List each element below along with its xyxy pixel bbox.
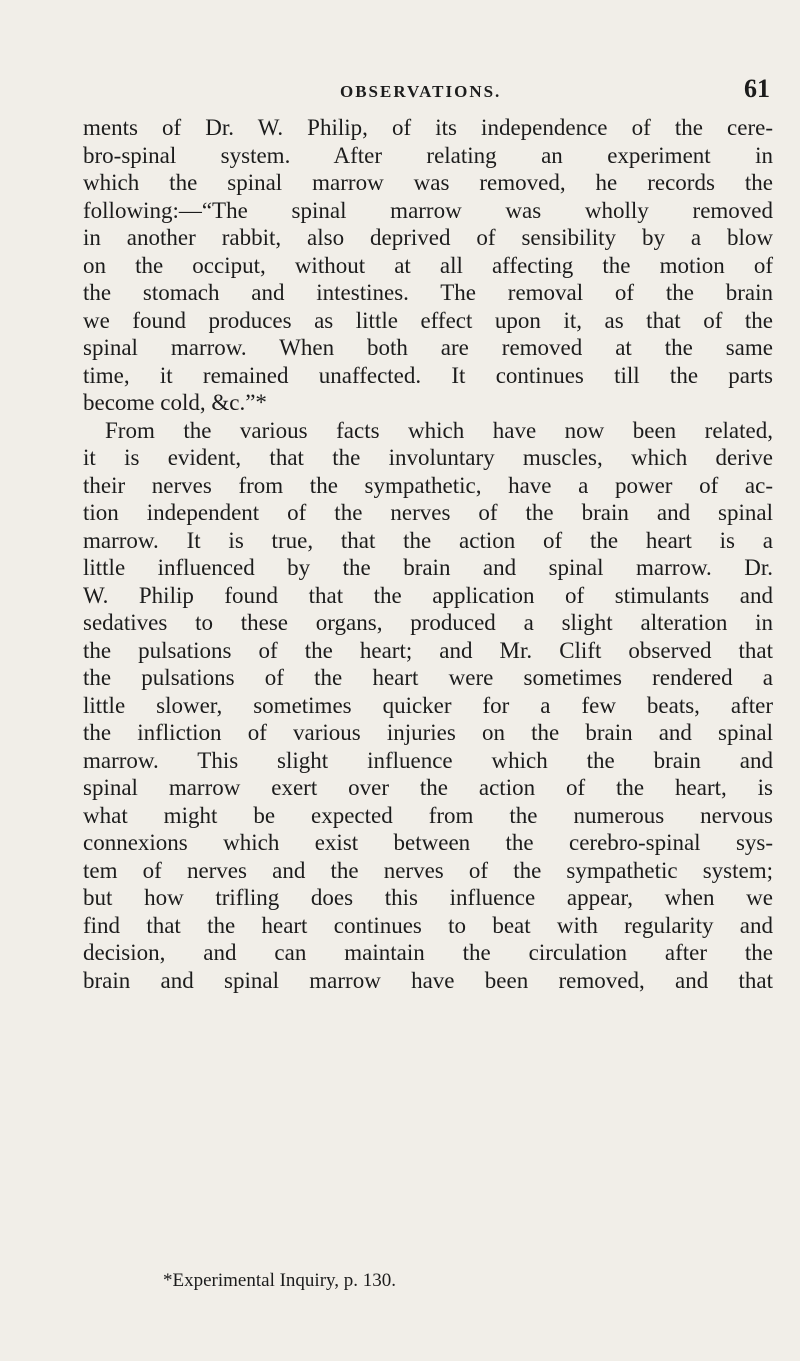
- text-line: spinal marrow. When both are removed at the same: [83, 335, 773, 360]
- text-line: their nerves from the sympathetic, have a power of ac-: [83, 472, 773, 498]
- text-line: time, it remained unaffected. It continues till the parts: [83, 362, 773, 388]
- text-line: tem of nerves and the nerves of the sympathetic system;: [83, 857, 773, 883]
- text-line: but how trifling does this influence appear, when we: [83, 885, 773, 910]
- text-line: tion independent of the nerves of the brain and spinal: [83, 500, 773, 525]
- text-line: the infliction of various injuries on the brain and spinal: [83, 720, 773, 745]
- text-line: decision, and can maintain the circulation after the: [83, 940, 773, 965]
- text-line: brain and spinal marrow have been removed, and that: [83, 967, 773, 993]
- text-line: the pulsations of the heart; and Mr. Clift observed that: [83, 637, 773, 663]
- text-line: what might be expected from the numerous nervous: [83, 802, 773, 828]
- text-line: sedatives to these organs, produced a slight alteration in: [83, 610, 773, 635]
- text-line: find that the heart continues to beat with regularity and: [83, 912, 773, 938]
- text-line: we found produces as little effect upon it, as that of the: [83, 307, 773, 333]
- body-text: [83, 114, 773, 994]
- text-line: ments of Dr. W. Philip, of its independence of the cere-: [83, 115, 773, 140]
- text-line: which the spinal marrow was removed, he records the: [83, 170, 773, 195]
- text-line: spinal marrow exert over the action of the heart, is: [83, 775, 773, 800]
- text-line: W. Philip found that the application of stimulants and: [83, 582, 773, 608]
- text-line: become cold, &c.”*: [83, 390, 267, 415]
- text-line: From the various facts which have now been related,: [105, 417, 773, 443]
- text-line: marrow. It is true, that the action of the heart is a: [83, 527, 773, 553]
- page-number: 61: [744, 74, 770, 103]
- text-line: the stomach and intestines. The removal of the brain: [83, 280, 773, 305]
- text-line: on the occiput, without at all affecting the motion of: [83, 252, 773, 278]
- text-line: following:—“The spinal marrow was wholly removed: [83, 197, 773, 223]
- footnote: *Experimental Inquiry, p. 130.: [163, 1270, 397, 1291]
- text-line: in another rabbit, also deprived of sensibility by a blow: [83, 225, 773, 250]
- text-line: connexions which exist between the cerebro-spinal sys-: [83, 830, 773, 855]
- text-line: it is evident, that the involuntary muscles, which derive: [83, 445, 773, 470]
- text-line: marrow. This slight influence which the brain and: [83, 747, 773, 773]
- text-line: the pulsations of the heart were sometimes rendered a: [83, 665, 773, 690]
- running-head: OBSERVATIONS.: [340, 82, 502, 101]
- text-line: bro-spinal system. After relating an experiment in: [83, 142, 773, 168]
- text-line: little influenced by the brain and spinal marrow. Dr.: [83, 555, 773, 580]
- text-line: little slower, sometimes quicker for a few beats, after: [83, 692, 773, 718]
